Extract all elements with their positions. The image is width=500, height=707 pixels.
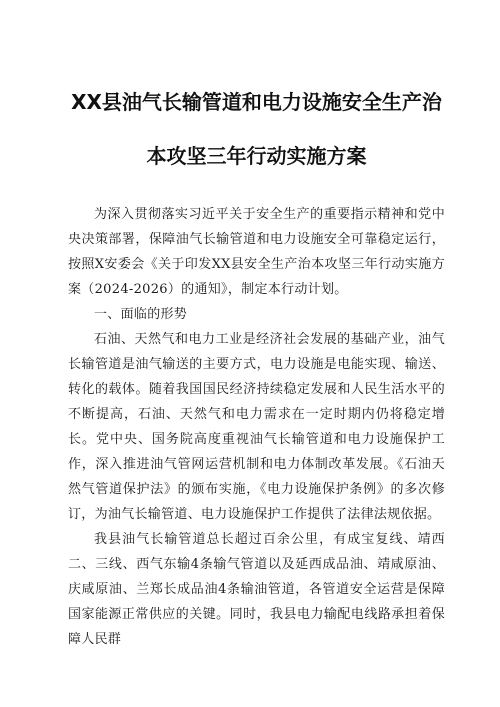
document-title-line-1: XX县油气长输管道和电力设施安全生产治 (71, 90, 442, 114)
document-body (68, 202, 445, 652)
paragraph-industry-background: 石油、天然气和电力工业是经济社会发展的基础产业，油气长输管道是油气输送的主要方式，电力设施是电能实现、输送、转化的载体。随着我国国民经济持续稳定发展和人民生活水平的不断提高，石油、天然气和电力需求在一定时期内仍将稳定增长。党中央、国务院高度重视油气长输管道和电力设施保护工作，深入推进油气管网运营机制和电力体制改革发展。《石油天然气管道保护法》的颁布实施，《电力设施保护条例》的多次修订，为油气长输管道、电力设施保护工作提供了法律法规依据。 (68, 332, 445, 522)
document-title-line-2: 本攻坚三年行动实施方案 (146, 144, 367, 168)
paragraph-county-pipelines: 我县油气长输管道总长超过百余公里，有成宝复线、靖西二、三线、西气东输4条输气管道以及延西成品油、靖咸原油、庆咸原油、兰郑长成品油4条输油管道，各管道安全运营是保障国家能源正常供应的关键。同时，我县电力输配电线路承担着保障人民群 (68, 532, 445, 647)
section-heading-situation: 一、面临的形势 (94, 307, 188, 322)
intro-paragraph: 为深入贯彻落实习近平关于安全生产的重要指示精神和党中央决策部署，保障油气长输管道和电力设施安全可靠稳定运行，按照X安委会《关于印发XX县安全生产治本攻坚三年行动实施方案（2024-2026）的通知》，制定本行动计划。 (68, 207, 445, 297)
